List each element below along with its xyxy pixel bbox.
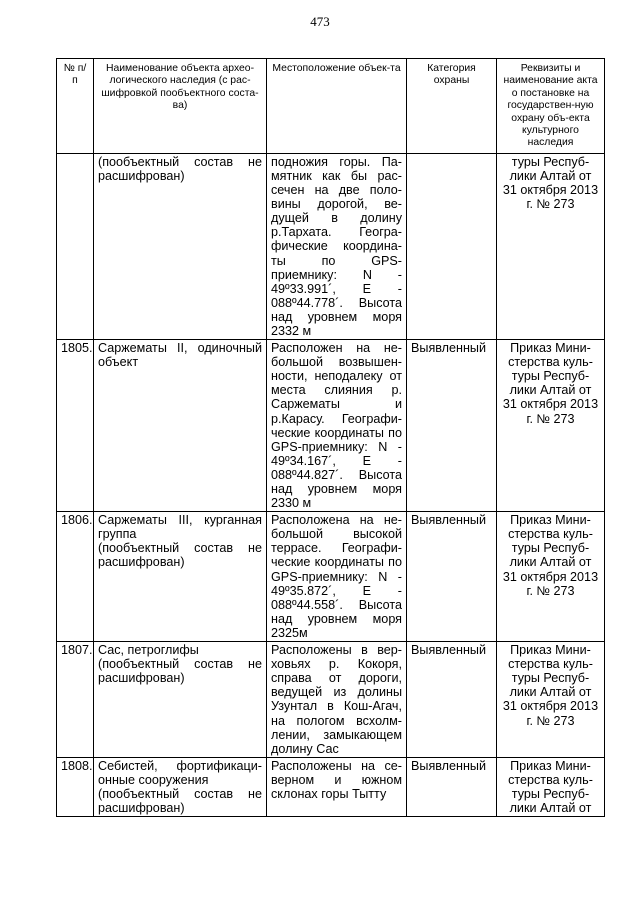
object-composition-note: (пообъектный состав не расшифрован) — [98, 786, 262, 816]
object-name — [94, 153, 267, 339]
row-number — [57, 153, 94, 339]
object-location: Расположены на се-верном и южном склонах горы Тытту — [267, 757, 407, 816]
table-row — [57, 642, 605, 758]
protection-category: Выявленный — [407, 512, 497, 642]
object-location: подножия горы. Па-мятник как бы рас-сечен на две поло-вины дорогой, ве-дущей в долину р.Тархата. Геогра-фические координа-ты по GPS-приемнику: N - 49º33.991´, E - 088º44.778´. Высота над уровнем моря 2332 м — [267, 153, 407, 339]
page-number: 473 — [310, 14, 330, 29]
table-header-row — [57, 59, 605, 154]
table-row — [57, 340, 605, 512]
object-name-line: Себистей, фортификаци-онные сооружения — [98, 758, 262, 787]
protection-category — [407, 153, 497, 339]
protection-category: Выявленный — [407, 340, 497, 512]
row-number: 1805. — [57, 340, 94, 512]
row-number: 1807. — [57, 642, 94, 758]
act-requisites: Приказ Мини-стерства куль-туры Респуб-лики Алтай от 31 октября 2013 г. № 273 — [497, 512, 605, 642]
object-name-line: Саржематы II, одиночный объект — [98, 341, 262, 370]
heritage-registry-table — [56, 58, 605, 817]
protection-category: Выявленный — [407, 757, 497, 816]
object-location: Расположен на не-большой возвышен-ности, неподалеку от места слияния р. Саржематы и р.Карасу. Географи-ческие координаты по GPS-приемнику: N - 49º34.167´, E - 088º44.827´. Высота над уровнем моря 2330 м — [267, 340, 407, 512]
header-requisites: Реквизиты и наименование акта о постановке на государствен-ную охрану объ-екта культурного наследия — [497, 59, 605, 154]
header-location: Местоположение объек-та — [267, 59, 407, 154]
object-name-line: Саржематы III, курганная группа — [98, 513, 262, 542]
act-requisites: Приказ Мини-стерства куль-туры Респуб-лики Алтай от 31 октября 2013 г. № 273 — [497, 340, 605, 512]
protection-category: Выявленный — [407, 642, 497, 758]
object-location: Расположены в вер-ховьях р. Кокоря, справа от дороги, ведущей из долины Узунтал в Кош-Агач, на пологом всхолм-лении, замыкающем долину Сас — [267, 642, 407, 758]
table-row — [57, 153, 605, 339]
header-category: Категория охраны — [407, 59, 497, 154]
object-name — [94, 340, 267, 512]
object-name — [94, 512, 267, 642]
act-requisites: Приказ Мини-стерства куль-туры Респуб-лики Алтай от — [497, 757, 605, 816]
act-requisites: туры Респуб-лики Алтай от 31 октября 2013 г. № 273 — [497, 153, 605, 339]
row-number: 1808. — [57, 757, 94, 816]
header-name: Наименование объекта архео-логического наследия (с рас-шифровкой пообъектного соста-ва) — [94, 59, 267, 154]
table-row — [57, 512, 605, 642]
object-composition-note: (пообъектный состав не расшифрован) — [98, 541, 262, 570]
object-name — [94, 642, 267, 758]
row-number: 1806. — [57, 512, 94, 642]
object-name-line: (пообъектный состав не расшифрован) — [98, 154, 262, 183]
object-composition-note: (пообъектный состав не расшифрован) — [98, 657, 262, 686]
object-location: Расположена на не-большой высокой террасе. Географи-ческие координаты по GPS-приемнику: N - 49º35.872´, E - 088º44.558´. Высота над уровнем моря 2325м — [267, 512, 407, 642]
header-num: № п/п — [57, 59, 94, 154]
table-row — [57, 757, 605, 816]
act-requisites: Приказ Мини-стерства куль-туры Респуб-лики Алтай от 31 октября 2013 г. № 273 — [497, 642, 605, 758]
object-name — [94, 757, 267, 816]
object-name-line: Сас, петроглифы — [98, 643, 199, 658]
